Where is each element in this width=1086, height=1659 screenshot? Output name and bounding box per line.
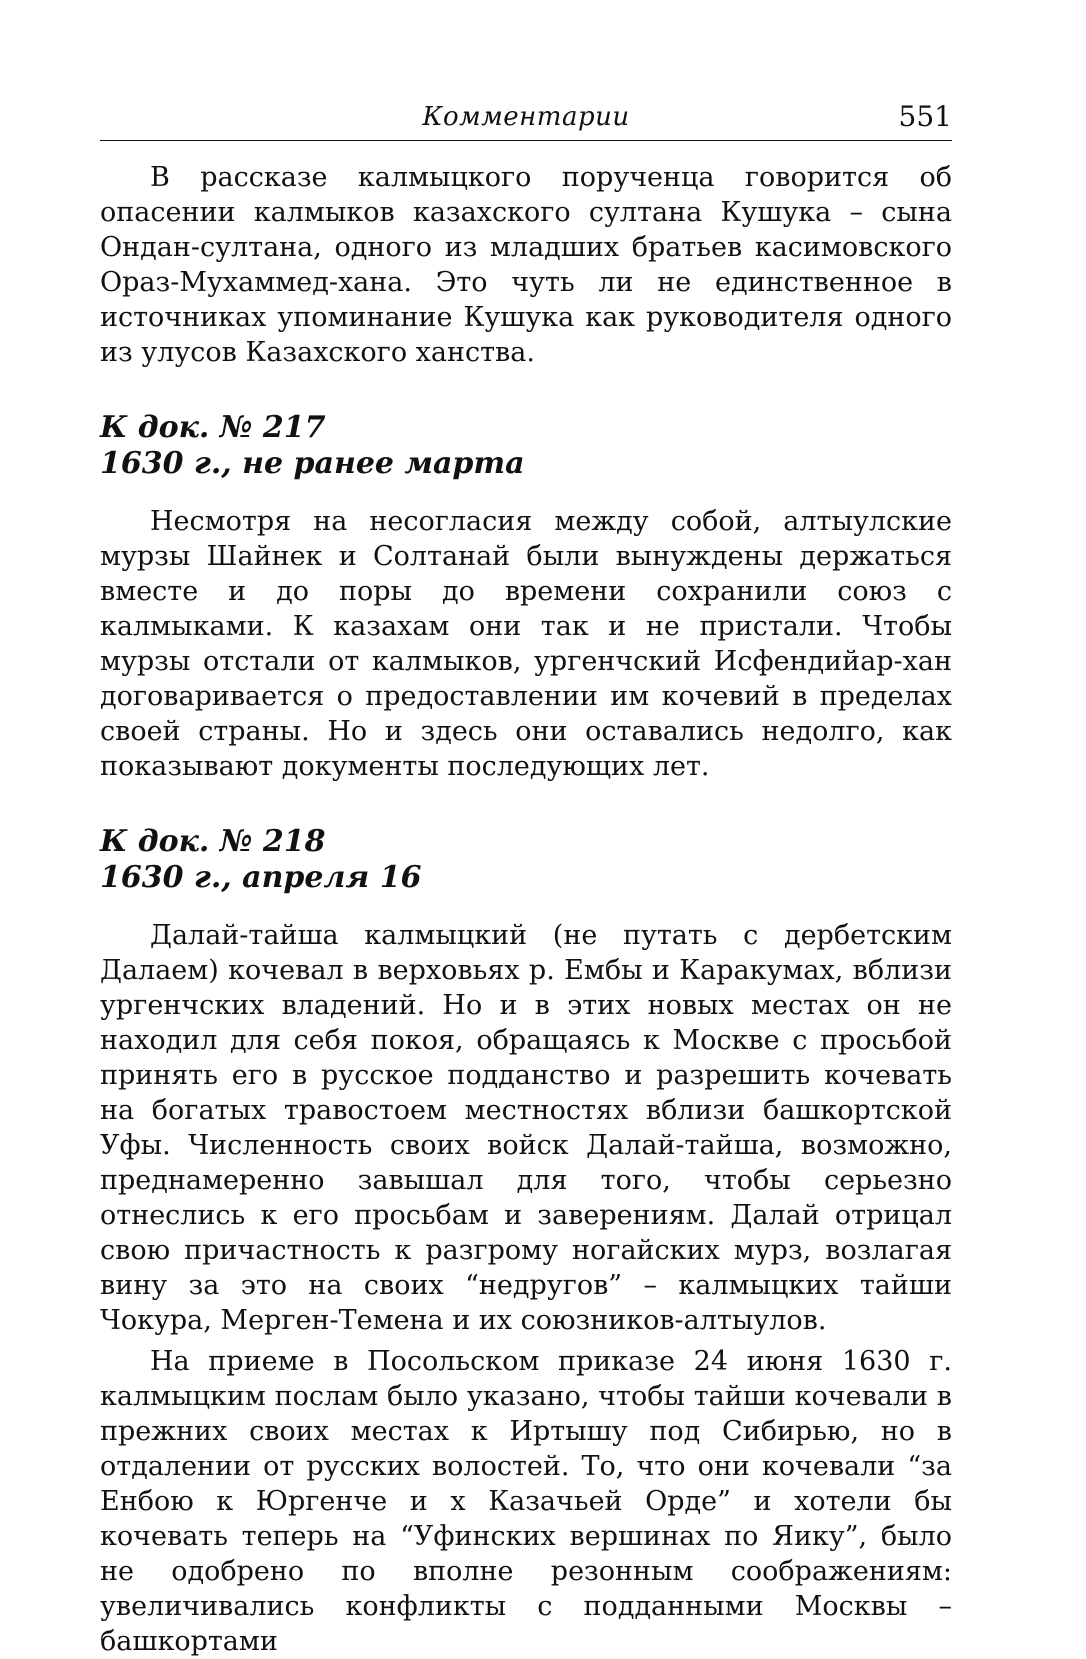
page-header — [100, 100, 952, 140]
section-heading — [100, 410, 952, 482]
section-doc-217 — [100, 410, 952, 784]
header-rule — [100, 140, 952, 141]
page-content — [100, 160, 952, 1659]
running-title: Комментарии — [422, 102, 630, 132]
date-label: 1630 г., апреля 16 — [100, 860, 422, 895]
section-paragraph: На приеме в Посольском приказе 24 июня 1630 г. калмыцким послам было указано, чтобы тайши кочевали в прежних своих местах к Иртышу под Сибирью, но в отдалении от русских волостей. То, что они кочевали “за Енбою к Юргенче и х Казачьей Орде” и хотели бы кочевать теперь на “Уфинских вершинах по Яику”, было не одобрено по вполне резонным соображениям: увеличивались конфликты с подданными Москвы – башкортами — [100, 1346, 952, 1657]
doc-label: К док. № 217 — [100, 410, 326, 445]
date-label: 1630 г., не ранее марта — [100, 446, 525, 481]
intro-paragraph: В рассказе калмыцкого порученца говорится об опасении калмыков казахского султана Кушука – сына Ондан-султана, одного из младших братьев касимовского Ораз-Мухаммед-хана. Это чуть ли не единственное в источниках упоминание Кушука как руководителя одного из улусов Казахского ханства. — [100, 162, 952, 368]
section-paragraph: Несмотря на несогласия между собой, алтыулские мурзы Шайнек и Солтанай были вынуждены держаться вместе и до поры до времени сохранили союз с калмыками. К казахам они так и не пристали. Чтобы мурзы отстали от калмыков, ургенчский Исфендийар-хан договаривается о предоставлении им кочевий в пределах своей страны. Но и здесь они оставались недолго, как показывают документы последующих лет. — [100, 506, 952, 782]
page-number: 551 — [898, 100, 952, 133]
section-paragraph: Далай-тайша калмыцкий (не путать с дербетским Далаем) кочевал в верховьях р. Ембы и Каракумах, вблизи ургенчских владений. Но и в этих новых местах он не находил для себя покоя, обращаясь к Москве с просьбой принять его в русское подданство и разрешить кочевать на богатых травостоем местностях вблизи башкортской Уфы. Численность своих войск Далай-тайша, возможно, преднамеренно завышал для того, чтобы серьезно отнеслись к его просьбам и заверениям. Далай отрицал свою причастность к разгрому ногайских мурз, возлагая вину за это на своих “недругов” – калмыцких тайши Чокура, Мерген-Темена и их союзников-алтыулов. — [100, 920, 952, 1336]
section-doc-218 — [100, 824, 952, 1659]
section-heading — [100, 824, 952, 896]
doc-label: К док. № 218 — [100, 824, 326, 859]
